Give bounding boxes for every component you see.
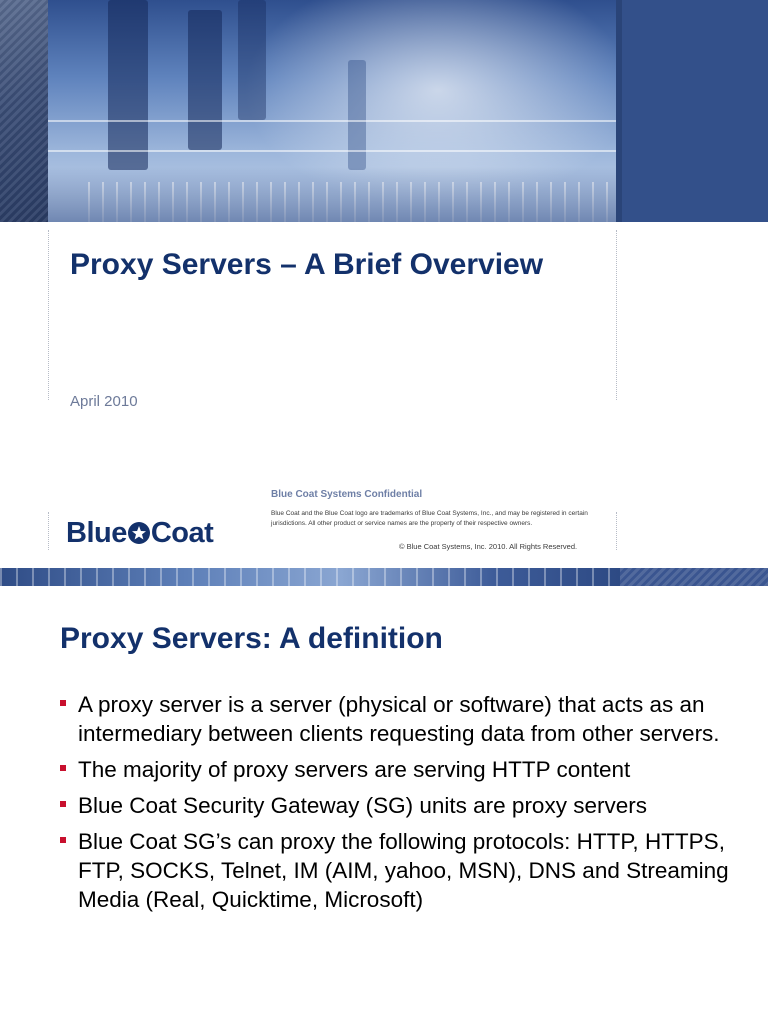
slide-title: Proxy Servers: A definition <box>60 622 443 655</box>
bullet-text: The majority of proxy servers are serving HTTP content <box>78 757 631 782</box>
list-item <box>60 827 740 914</box>
blue-coat-logo <box>66 516 213 550</box>
header-texture-left <box>0 0 48 222</box>
header-solid-right <box>616 0 768 222</box>
star-icon <box>128 522 150 544</box>
slide-separator-strip <box>0 568 768 586</box>
logo-word-blue: Blue <box>66 517 127 549</box>
bullet-text: Blue Coat Security Gateway (SG) units are proxy servers <box>78 793 647 818</box>
bullet-text: Blue Coat SG’s can proxy the following protocols: HTTP, HTTPS, FTP, SOCKS, Telnet, IM (AIM, yahoo, MSN), DNS and Streaming Media (Real, Quicktime, Microsoft) <box>78 829 729 912</box>
confidential-label: Blue Coat Systems Confidential <box>271 489 423 500</box>
presentation-date: April 2010 <box>70 393 138 410</box>
square-bullet-icon <box>60 700 66 706</box>
bullet-list <box>60 690 740 921</box>
left-divider-line <box>48 230 49 400</box>
square-bullet-icon <box>60 765 66 771</box>
right-footer-line <box>616 512 617 550</box>
right-divider-line <box>616 230 617 400</box>
copyright-notice: © Blue Coat Systems, Inc. 2010. All Rights Reserved. <box>399 542 578 551</box>
bullet-text: A proxy server is a server (physical or software) that acts as an intermediary between clients requesting data from other servers. <box>78 692 720 746</box>
header-photo <box>48 0 616 222</box>
list-item <box>60 791 740 820</box>
presentation-title: Proxy Servers – A Brief Overview <box>70 248 544 281</box>
trademark-notice: Blue Coat and the Blue Coat logo are trademarks of Blue Coat Systems, Inc., and may be registered in certain jurisdictions. All other product or service names are the property of their respective owners. <box>271 510 588 527</box>
content-slide <box>0 590 768 1024</box>
left-footer-line <box>48 512 49 550</box>
list-item <box>60 690 740 748</box>
logo-word-coat: Coat <box>150 517 214 549</box>
square-bullet-icon <box>60 801 66 807</box>
list-item <box>60 755 740 784</box>
square-bullet-icon <box>60 837 66 843</box>
